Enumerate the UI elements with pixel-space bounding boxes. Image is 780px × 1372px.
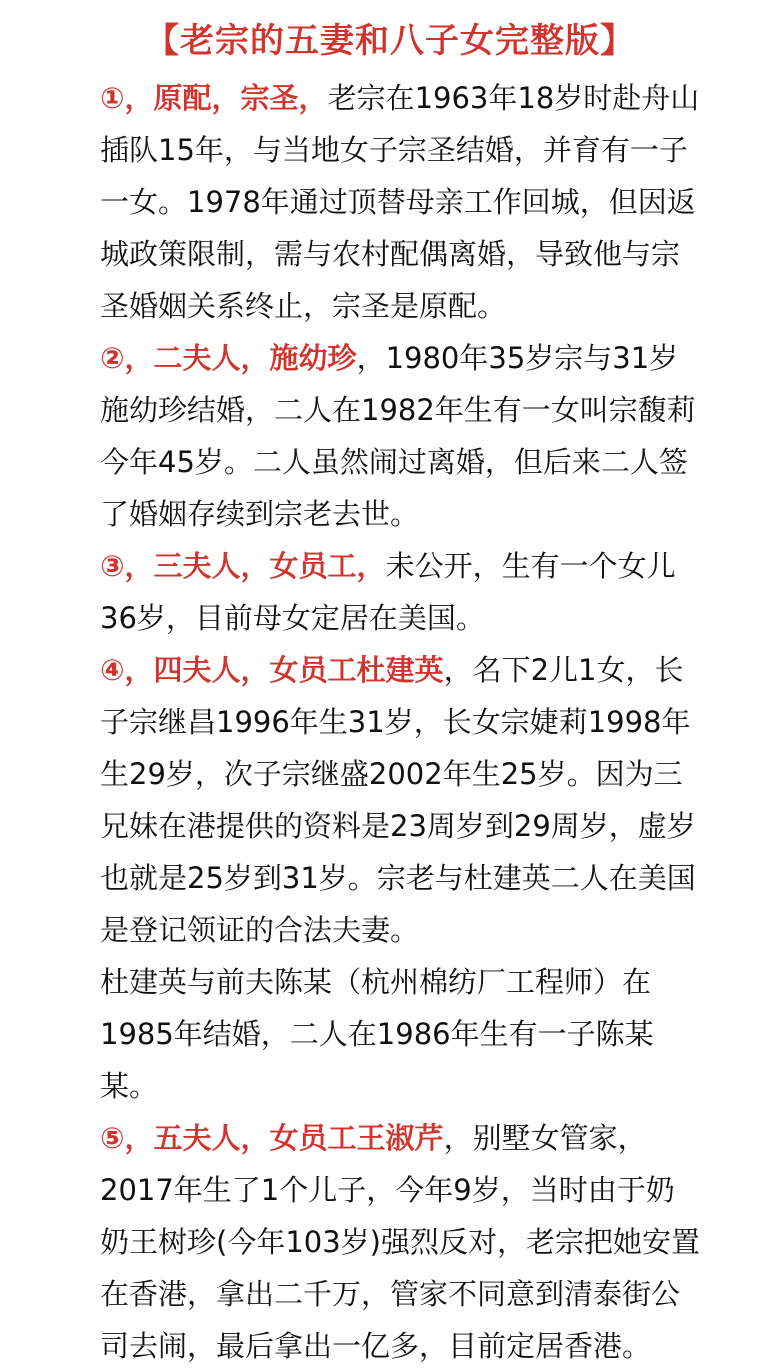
paragraph-wife-3 <box>100 540 700 644</box>
wife-5-heading: ⑤，五夫人，女员工王淑芹 <box>100 1121 444 1155</box>
paragraph-wife-5 <box>100 1112 700 1372</box>
paragraph-wife-4-note <box>100 956 700 1112</box>
wife-4-text: ，名下2儿1女，长子宗继昌1996年生31岁，长女宗婕莉1998年生29岁，次子宗继盛2002年生25岁。因为三兄妹在港提供的资料是23周岁到29周岁，虚岁也就是25岁到31岁。宗老与杜建英二人在美国是登记领证的合法夫妻。 <box>100 653 696 947</box>
page-title: 【老宗的五妻和八子女完整版】 <box>145 21 635 61</box>
paragraph-wife-4 <box>100 644 700 956</box>
wife-4-note-text: 杜建英与前夫陈某（杭州棉纺厂工程师）在1985年结婚，二人在1986年生有一子陈某某。 <box>100 965 654 1103</box>
wife-4-heading: ④，四夫人，女员工杜建英 <box>100 653 444 687</box>
wife-1-text: 老宗在1963年18岁时赴舟山插队15年，与当地女子宗圣结婚，并育有一子一女。1978年通过顶替母亲工作回城，但因返城政策限制，需与农村配偶离婚，导致他与宗圣婚姻关系终止，宗圣是原配。 <box>100 81 700 323</box>
paragraph-wife-1 <box>100 72 700 332</box>
wife-5-text: ，别墅女管家，2017年生了1个儿子，今年9岁，当时由于奶奶王树珍(今年103岁)强烈反对，老宗把她安置在香港，拿出二千万，管家不同意到清泰街公司去闹，最后拿出一亿多，目前定居香港。 <box>100 1121 700 1363</box>
paragraph-wife-2 <box>100 332 700 540</box>
wife-2-text: ，1980年35岁宗与31岁施幼珍结婚，二人在1982年生有一女叫宗馥莉今年45岁。二人虽然闹过离婚，但后来二人签了婚姻存续到宗老去世。 <box>100 341 696 531</box>
wife-3-heading: ③，三夫人，女员工， <box>100 549 386 583</box>
document-body <box>100 72 700 1372</box>
wife-3-text: 未公开，生有一个女儿36岁，目前母女定居在美国。 <box>100 549 676 635</box>
wife-2-heading: ②，二夫人，施幼珍 <box>100 341 357 375</box>
wife-1-heading: ①，原配，宗圣， <box>100 81 328 115</box>
